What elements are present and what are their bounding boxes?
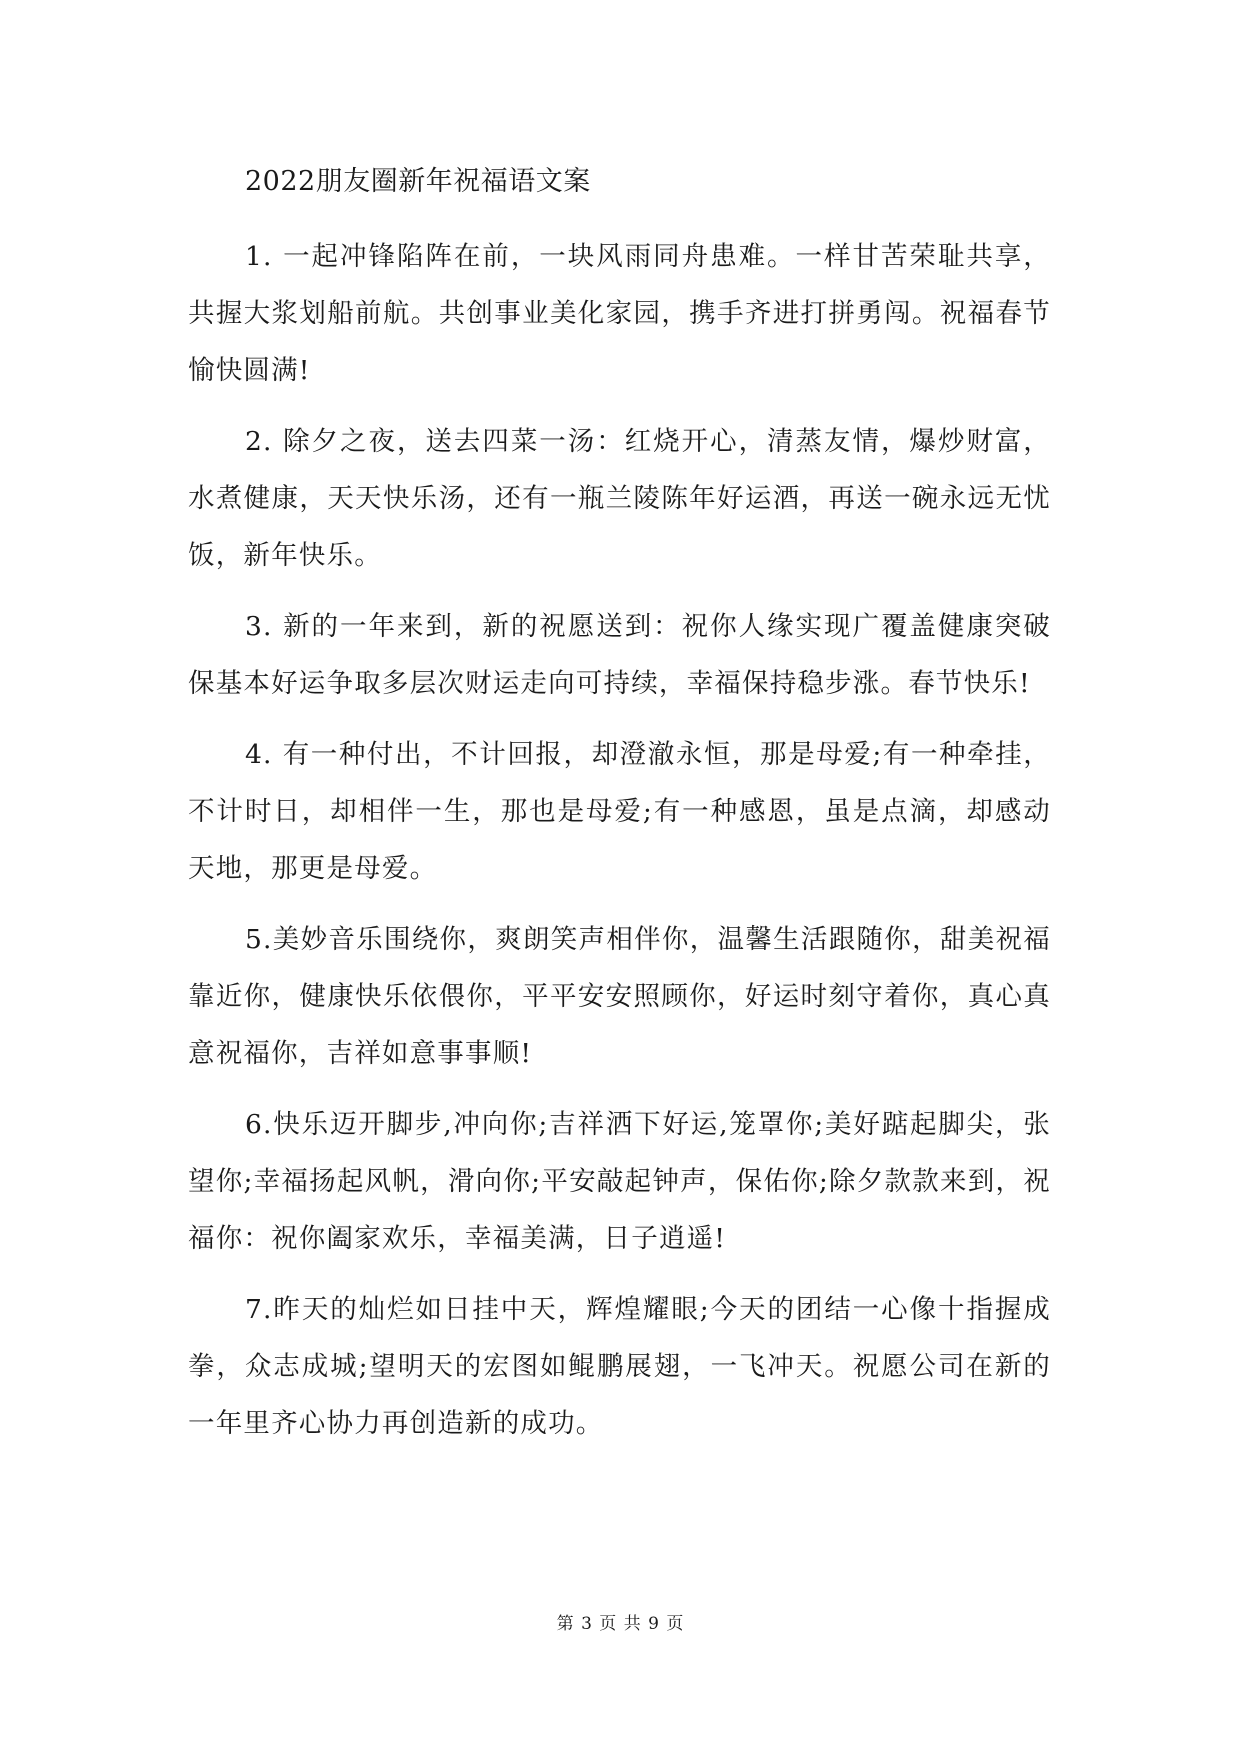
page-footer: 第 3 页 共 9 页 bbox=[556, 1614, 685, 1634]
paragraph-7: 7.昨天的灿烂如日挂中天，辉煌耀眼;今天的团结一心像十指握成拳，众志成城;望明天的宏图如鲲鹏展翅，一飞冲天。祝愿公司在新的一年里齐心协力再创造新的成功。 bbox=[188, 1294, 1051, 1439]
paragraph-1: 1. 一起冲锋陷阵在前，一块风雨同舟患难。一样甘苦荣耻共享，共握大浆划船前航。共创事业美化家园，携手齐进打拼勇闯。祝福春节愉快圆满! bbox=[188, 241, 1051, 386]
document-body bbox=[188, 228, 1051, 1466]
document-title: 2022朋友圈新年祝福语文案 bbox=[245, 166, 591, 197]
paragraph-2: 2. 除夕之夜，送去四菜一汤：红烧开心，清蒸友情，爆炒财富，水煮健康，天天快乐汤，还有一瓶兰陵陈年好运酒，再送一碗永远无忧饭，新年快乐。 bbox=[188, 426, 1051, 571]
paragraph-5: 5.美妙音乐围绕你，爽朗笑声相伴你，温馨生活跟随你，甜美祝福靠近你，健康快乐依偎你，平平安安照顾你，好运时刻守着你，真心真意祝福你，吉祥如意事事顺! bbox=[188, 924, 1051, 1069]
paragraph-4: 4. 有一种付出，不计回报，却澄澈永恒，那是母爱;有一种牵挂，不计时日，却相伴一生，那也是母爱;有一种感恩，虽是点滴，却感动天地，那更是母爱。 bbox=[188, 739, 1051, 884]
paragraph-3: 3. 新的一年来到，新的祝愿送到：祝你人缘实现广覆盖健康突破保基本好运争取多层次财运走向可持续，幸福保持稳步涨。春节快乐! bbox=[188, 611, 1051, 699]
paragraph-6: 6.快乐迈开脚步,冲向你;吉祥洒下好运,笼罩你;美好踮起脚尖，张望你;幸福扬起风帆，滑向你;平安敲起钟声，保佑你;除夕款款来到，祝福你：祝你阖家欢乐，幸福美满，日子逍遥! bbox=[188, 1109, 1051, 1254]
